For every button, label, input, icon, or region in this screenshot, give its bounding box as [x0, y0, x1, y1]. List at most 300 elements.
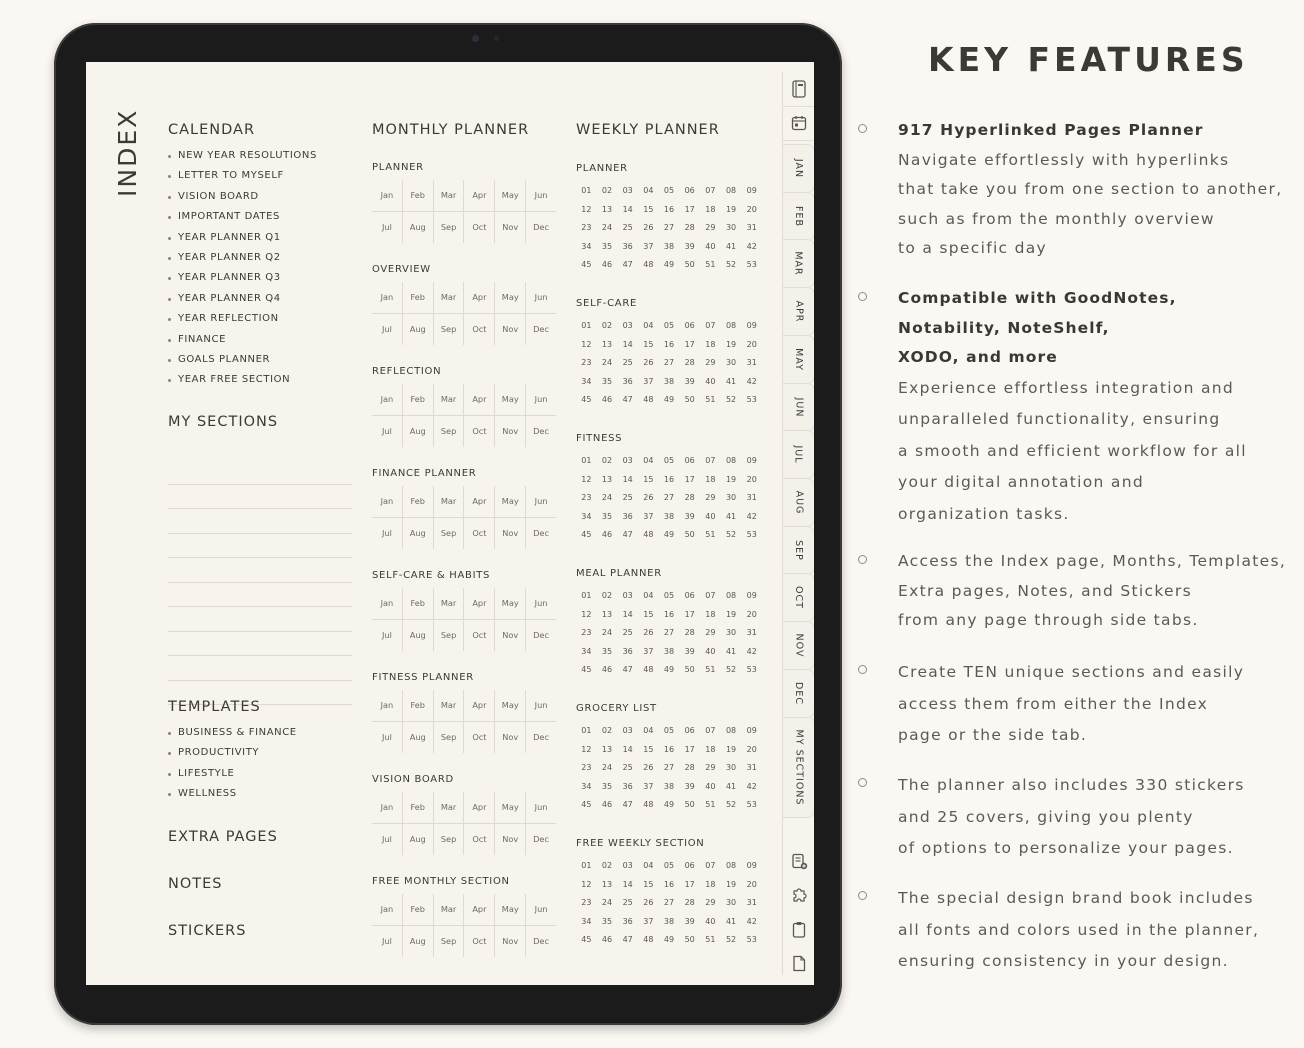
week-link[interactable]: 40: [705, 241, 716, 251]
week-link[interactable]: 53: [746, 395, 757, 405]
week-link[interactable]: 40: [705, 916, 716, 926]
week-link[interactable]: 15: [643, 339, 654, 349]
week-link[interactable]: 23: [581, 628, 592, 638]
week-link[interactable]: 18: [705, 744, 716, 754]
week-link[interactable]: 04: [643, 186, 654, 195]
month-link[interactable]: Nov: [495, 416, 526, 447]
template-link[interactable]: BUSINESS & FINANCE: [168, 723, 297, 743]
week-link[interactable]: 08: [725, 321, 737, 330]
month-link[interactable]: Jul: [372, 416, 403, 447]
month-link[interactable]: Mar: [434, 894, 465, 925]
week-link[interactable]: 14: [622, 204, 633, 214]
week-link[interactable]: 05: [663, 186, 675, 195]
week-link[interactable]: 34: [581, 646, 592, 656]
template-link[interactable]: PRODUCTIVITY: [168, 743, 297, 763]
week-link[interactable]: 52: [725, 530, 737, 540]
month-link[interactable]: Sep: [434, 620, 465, 651]
month-link[interactable]: Jan: [372, 894, 403, 925]
week-link[interactable]: 17: [684, 474, 695, 484]
week-link[interactable]: 02: [601, 726, 613, 735]
week-link[interactable]: 24: [601, 628, 613, 638]
week-link[interactable]: 27: [663, 628, 675, 638]
week-link[interactable]: 28: [684, 358, 695, 368]
week-link[interactable]: 05: [663, 726, 675, 735]
week-link[interactable]: 15: [643, 744, 654, 754]
month-link[interactable]: May: [495, 588, 526, 619]
month-link[interactable]: Apr: [464, 180, 495, 211]
week-link[interactable]: 29: [705, 223, 716, 233]
week-link[interactable]: 25: [622, 223, 633, 233]
week-link[interactable]: 35: [601, 781, 613, 791]
calendar-link[interactable]: VISION BOARD: [168, 187, 317, 207]
week-link[interactable]: 13: [601, 339, 613, 349]
calendar-link[interactable]: NEW YEAR RESOLUTIONS: [168, 146, 317, 166]
month-link[interactable]: May: [495, 690, 526, 721]
week-link[interactable]: 30: [725, 898, 737, 908]
week-link[interactable]: 25: [622, 358, 633, 368]
week-link[interactable]: 39: [684, 511, 695, 521]
week-link[interactable]: 25: [622, 628, 633, 638]
week-link[interactable]: 19: [725, 744, 737, 754]
month-link[interactable]: Jan: [372, 282, 403, 313]
week-link[interactable]: 45: [581, 260, 592, 270]
month-link[interactable]: Jun: [534, 904, 548, 914]
month-link[interactable]: Oct: [464, 212, 495, 243]
week-link[interactable]: 23: [581, 223, 592, 233]
week-link[interactable]: 27: [663, 898, 675, 908]
week-link[interactable]: 30: [725, 358, 737, 368]
month-link[interactable]: Jun: [534, 598, 548, 608]
month-link[interactable]: Jan: [372, 588, 403, 619]
week-link[interactable]: 31: [746, 493, 757, 503]
week-link[interactable]: 16: [663, 609, 675, 619]
week-link[interactable]: 35: [601, 376, 613, 386]
week-link[interactable]: 48: [643, 935, 654, 945]
week-link[interactable]: 08: [725, 591, 737, 600]
week-link[interactable]: 13: [601, 744, 613, 754]
week-link[interactable]: 38: [663, 376, 675, 386]
month-link[interactable]: Jul: [372, 620, 403, 651]
week-link[interactable]: 20: [746, 204, 757, 214]
week-link[interactable]: 23: [581, 358, 592, 368]
week-link[interactable]: 14: [622, 879, 633, 889]
week-link[interactable]: 49: [663, 260, 675, 270]
tab-oct[interactable]: [783, 573, 814, 622]
week-link[interactable]: 16: [663, 879, 675, 889]
week-link[interactable]: 38: [663, 781, 675, 791]
month-link[interactable]: May: [495, 180, 526, 211]
month-link[interactable]: Jun: [534, 190, 548, 200]
week-link[interactable]: 38: [663, 511, 675, 521]
week-link[interactable]: 45: [581, 665, 592, 675]
month-link[interactable]: Aug: [403, 620, 434, 651]
week-link[interactable]: 47: [622, 260, 633, 270]
month-link[interactable]: Jun: [534, 292, 548, 302]
week-link[interactable]: 05: [663, 321, 675, 330]
month-link[interactable]: Aug: [403, 416, 434, 447]
month-link[interactable]: Dec: [533, 426, 549, 436]
week-link[interactable]: 48: [643, 530, 654, 540]
week-link[interactable]: 52: [725, 935, 737, 945]
week-link[interactable]: 16: [663, 339, 675, 349]
month-link[interactable]: Nov: [495, 926, 526, 957]
week-link[interactable]: 45: [581, 800, 592, 810]
week-link[interactable]: 26: [643, 358, 654, 368]
my-section-slot[interactable]: [168, 558, 352, 583]
week-link[interactable]: 04: [643, 456, 654, 465]
week-link[interactable]: 27: [663, 358, 675, 368]
month-link[interactable]: Oct: [464, 926, 495, 957]
week-link[interactable]: 25: [622, 763, 633, 773]
week-link[interactable]: 37: [643, 781, 654, 791]
week-link[interactable]: 08: [725, 456, 737, 465]
week-link[interactable]: 35: [601, 646, 613, 656]
week-link[interactable]: 01: [581, 186, 592, 195]
week-link[interactable]: 14: [622, 339, 633, 349]
month-link[interactable]: Jan: [372, 792, 403, 823]
week-link[interactable]: 18: [705, 879, 716, 889]
week-link[interactable]: 19: [725, 609, 737, 619]
week-link[interactable]: 20: [746, 879, 757, 889]
week-link[interactable]: 39: [684, 916, 695, 926]
tab-aug[interactable]: [783, 478, 814, 527]
week-link[interactable]: 03: [622, 861, 633, 870]
week-link[interactable]: 12: [581, 744, 592, 754]
week-link[interactable]: 15: [643, 609, 654, 619]
week-link[interactable]: 03: [622, 591, 633, 600]
week-link[interactable]: 34: [581, 511, 592, 521]
month-link[interactable]: Aug: [403, 722, 434, 753]
month-link[interactable]: Mar: [434, 486, 465, 517]
tab-jun[interactable]: [783, 383, 814, 432]
week-link[interactable]: 46: [601, 800, 613, 810]
week-link[interactable]: 01: [581, 321, 592, 330]
week-link[interactable]: 31: [746, 223, 757, 233]
week-link[interactable]: 05: [663, 456, 675, 465]
week-link[interactable]: 48: [643, 260, 654, 270]
week-link[interactable]: 31: [746, 358, 757, 368]
week-link[interactable]: 03: [622, 726, 633, 735]
week-link[interactable]: 15: [643, 204, 654, 214]
month-link[interactable]: Feb: [403, 690, 434, 721]
week-link[interactable]: 13: [601, 609, 613, 619]
month-link[interactable]: Aug: [403, 824, 434, 855]
week-link[interactable]: 08: [725, 861, 737, 870]
month-link[interactable]: Apr: [464, 282, 495, 313]
week-link[interactable]: 53: [746, 800, 757, 810]
week-link[interactable]: 28: [684, 628, 695, 638]
week-link[interactable]: 46: [601, 665, 613, 675]
month-link[interactable]: Feb: [403, 282, 434, 313]
week-link[interactable]: 26: [643, 493, 654, 503]
week-link[interactable]: 52: [725, 260, 737, 270]
week-link[interactable]: 14: [622, 609, 633, 619]
puzzle-icon[interactable]: [783, 878, 814, 912]
month-link[interactable]: Oct: [464, 416, 495, 447]
week-link[interactable]: 06: [684, 591, 695, 600]
week-link[interactable]: 51: [705, 800, 716, 810]
week-link[interactable]: 12: [581, 879, 592, 889]
week-link[interactable]: 36: [622, 646, 633, 656]
week-link[interactable]: 07: [705, 861, 716, 870]
calendar-link[interactable]: YEAR PLANNER Q2: [168, 248, 317, 268]
week-link[interactable]: 29: [705, 358, 716, 368]
week-link[interactable]: 23: [581, 493, 592, 503]
week-link[interactable]: 08: [725, 186, 737, 195]
month-link[interactable]: Jan: [372, 486, 403, 517]
week-link[interactable]: 06: [684, 456, 695, 465]
template-link[interactable]: LIFESTYLE: [168, 764, 297, 784]
month-link[interactable]: Sep: [434, 212, 465, 243]
my-section-slot[interactable]: [168, 607, 352, 632]
calendar-link[interactable]: YEAR REFLECTION: [168, 309, 317, 329]
week-link[interactable]: 06: [684, 186, 695, 195]
week-link[interactable]: 20: [746, 474, 757, 484]
calendar-link[interactable]: YEAR PLANNER Q1: [168, 228, 317, 248]
tab-mar[interactable]: [783, 239, 814, 288]
month-link[interactable]: Mar: [434, 792, 465, 823]
week-link[interactable]: 02: [601, 591, 613, 600]
week-link[interactable]: 50: [684, 800, 695, 810]
week-link[interactable]: 27: [663, 763, 675, 773]
week-link[interactable]: 47: [622, 935, 633, 945]
week-link[interactable]: 17: [684, 204, 695, 214]
week-link[interactable]: 16: [663, 204, 675, 214]
templates-heading[interactable]: TEMPLATES: [168, 699, 261, 715]
week-link[interactable]: 42: [746, 916, 757, 926]
week-link[interactable]: 30: [725, 493, 737, 503]
week-link[interactable]: 28: [684, 493, 695, 503]
week-link[interactable]: 14: [622, 474, 633, 484]
week-link[interactable]: 42: [746, 646, 757, 656]
week-link[interactable]: 29: [705, 763, 716, 773]
week-link[interactable]: 34: [581, 781, 592, 791]
month-link[interactable]: Jun: [534, 496, 548, 506]
week-link[interactable]: 51: [705, 260, 716, 270]
month-link[interactable]: Apr: [464, 792, 495, 823]
week-link[interactable]: 42: [746, 241, 757, 251]
week-link[interactable]: 19: [725, 339, 737, 349]
week-link[interactable]: 26: [643, 628, 654, 638]
month-link[interactable]: Dec: [533, 834, 549, 844]
week-link[interactable]: 29: [705, 898, 716, 908]
week-link[interactable]: 38: [663, 646, 675, 656]
week-link[interactable]: 39: [684, 376, 695, 386]
week-link[interactable]: 37: [643, 916, 654, 926]
my-section-slot[interactable]: [168, 656, 352, 681]
week-link[interactable]: 40: [705, 511, 716, 521]
week-link[interactable]: 40: [705, 781, 716, 791]
week-link[interactable]: 42: [746, 511, 757, 521]
week-link[interactable]: 52: [725, 395, 737, 405]
week-link[interactable]: 28: [684, 223, 695, 233]
week-link[interactable]: 23: [581, 763, 592, 773]
week-link[interactable]: 53: [746, 530, 757, 540]
page-icon[interactable]: [783, 946, 814, 980]
week-link[interactable]: 30: [725, 763, 737, 773]
week-link[interactable]: 27: [663, 223, 675, 233]
week-link[interactable]: 36: [622, 241, 633, 251]
month-link[interactable]: Oct: [464, 722, 495, 753]
week-link[interactable]: 39: [684, 241, 695, 251]
week-link[interactable]: 31: [746, 763, 757, 773]
week-link[interactable]: 31: [746, 898, 757, 908]
month-link[interactable]: Jun: [534, 394, 548, 404]
week-link[interactable]: 51: [705, 395, 716, 405]
week-link[interactable]: 03: [622, 186, 633, 195]
week-link[interactable]: 29: [705, 628, 716, 638]
month-link[interactable]: Nov: [495, 314, 526, 345]
week-link[interactable]: 02: [601, 861, 613, 870]
extra-pages-link[interactable]: EXTRA PAGES: [168, 829, 278, 845]
week-link[interactable]: 04: [643, 861, 654, 870]
week-link[interactable]: 36: [622, 511, 633, 521]
month-link[interactable]: Jan: [372, 180, 403, 211]
month-link[interactable]: Apr: [464, 894, 495, 925]
week-link[interactable]: 01: [581, 726, 592, 735]
week-link[interactable]: 20: [746, 744, 757, 754]
month-link[interactable]: Aug: [403, 518, 434, 549]
week-link[interactable]: 46: [601, 395, 613, 405]
week-link[interactable]: 34: [581, 376, 592, 386]
week-link[interactable]: 26: [643, 898, 654, 908]
calendar-heading[interactable]: CALENDAR: [168, 122, 256, 138]
month-link[interactable]: Oct: [464, 620, 495, 651]
month-link[interactable]: Sep: [434, 518, 465, 549]
week-link[interactable]: 41: [725, 916, 737, 926]
month-link[interactable]: May: [495, 792, 526, 823]
week-link[interactable]: 41: [725, 781, 737, 791]
week-link[interactable]: 37: [643, 511, 654, 521]
week-link[interactable]: 35: [601, 916, 613, 926]
my-section-slot[interactable]: [168, 485, 352, 510]
month-link[interactable]: Jan: [372, 690, 403, 721]
month-link[interactable]: Nov: [495, 824, 526, 855]
month-link[interactable]: Feb: [403, 792, 434, 823]
week-link[interactable]: 48: [643, 395, 654, 405]
week-link[interactable]: 40: [705, 646, 716, 656]
week-link[interactable]: 01: [581, 861, 592, 870]
week-link[interactable]: 01: [581, 591, 592, 600]
calendar-link[interactable]: YEAR FREE SECTION: [168, 370, 317, 390]
week-link[interactable]: 04: [643, 591, 654, 600]
month-link[interactable]: Aug: [403, 314, 434, 345]
week-link[interactable]: 53: [746, 260, 757, 270]
week-link[interactable]: 41: [725, 241, 737, 251]
week-link[interactable]: 12: [581, 474, 592, 484]
month-link[interactable]: May: [495, 384, 526, 415]
week-link[interactable]: 46: [601, 935, 613, 945]
week-link[interactable]: 24: [601, 223, 613, 233]
tab-apr[interactable]: [783, 287, 814, 336]
stickers-link[interactable]: STICKERS: [168, 923, 247, 939]
my-section-slot[interactable]: [168, 460, 352, 485]
month-link[interactable]: Sep: [434, 314, 465, 345]
week-link[interactable]: 34: [581, 241, 592, 251]
week-link[interactable]: 04: [643, 321, 654, 330]
month-link[interactable]: Oct: [464, 518, 495, 549]
week-link[interactable]: 09: [746, 186, 757, 195]
week-link[interactable]: 18: [705, 204, 716, 214]
month-link[interactable]: Oct: [464, 314, 495, 345]
week-link[interactable]: 02: [601, 321, 613, 330]
week-link[interactable]: 13: [601, 879, 613, 889]
week-link[interactable]: 39: [684, 646, 695, 656]
month-link[interactable]: Mar: [434, 180, 465, 211]
week-link[interactable]: 05: [663, 591, 675, 600]
week-link[interactable]: 15: [643, 474, 654, 484]
month-link[interactable]: Jul: [372, 722, 403, 753]
week-link[interactable]: 28: [684, 898, 695, 908]
month-link[interactable]: Sep: [434, 722, 465, 753]
week-link[interactable]: 02: [601, 456, 613, 465]
month-link[interactable]: May: [495, 894, 526, 925]
week-link[interactable]: 52: [725, 665, 737, 675]
week-link[interactable]: 28: [684, 763, 695, 773]
week-link[interactable]: 20: [746, 609, 757, 619]
week-link[interactable]: 15: [643, 879, 654, 889]
week-link[interactable]: 36: [622, 376, 633, 386]
week-link[interactable]: 19: [725, 474, 737, 484]
month-link[interactable]: Feb: [403, 384, 434, 415]
month-link[interactable]: Jun: [534, 700, 548, 710]
week-link[interactable]: 08: [725, 726, 737, 735]
week-link[interactable]: 17: [684, 339, 695, 349]
week-link[interactable]: 18: [705, 474, 716, 484]
tab-may[interactable]: [783, 335, 814, 384]
week-link[interactable]: 14: [622, 744, 633, 754]
week-link[interactable]: 24: [601, 763, 613, 773]
tab-sep[interactable]: [783, 526, 814, 575]
week-link[interactable]: 03: [622, 456, 633, 465]
week-link[interactable]: 39: [684, 781, 695, 791]
week-link[interactable]: 41: [725, 646, 737, 656]
week-link[interactable]: 25: [622, 493, 633, 503]
week-link[interactable]: 46: [601, 530, 613, 540]
week-link[interactable]: 24: [601, 898, 613, 908]
month-link[interactable]: Dec: [533, 222, 549, 232]
month-link[interactable]: Dec: [533, 630, 549, 640]
week-link[interactable]: 40: [705, 376, 716, 386]
week-link[interactable]: 49: [663, 395, 675, 405]
tab-feb[interactable]: [783, 192, 814, 241]
month-link[interactable]: Dec: [533, 528, 549, 538]
calendar-link[interactable]: YEAR PLANNER Q3: [168, 268, 317, 288]
month-link[interactable]: Sep: [434, 824, 465, 855]
month-link[interactable]: Feb: [403, 588, 434, 619]
calendar-link[interactable]: YEAR PLANNER Q4: [168, 289, 317, 309]
week-link[interactable]: 06: [684, 321, 695, 330]
month-link[interactable]: Aug: [403, 212, 434, 243]
week-link[interactable]: 12: [581, 204, 592, 214]
month-link[interactable]: Apr: [464, 384, 495, 415]
week-link[interactable]: 50: [684, 260, 695, 270]
week-link[interactable]: 13: [601, 204, 613, 214]
calendar-link[interactable]: IMPORTANT DATES: [168, 207, 317, 227]
week-link[interactable]: 49: [663, 665, 675, 675]
month-link[interactable]: Mar: [434, 588, 465, 619]
week-link[interactable]: 09: [746, 591, 757, 600]
week-link[interactable]: 25: [622, 898, 633, 908]
week-link[interactable]: 04: [643, 726, 654, 735]
month-link[interactable]: Apr: [464, 690, 495, 721]
notes-link[interactable]: NOTES: [168, 876, 223, 892]
month-link[interactable]: Nov: [495, 212, 526, 243]
month-link[interactable]: May: [495, 282, 526, 313]
month-link[interactable]: Apr: [464, 486, 495, 517]
month-link[interactable]: Sep: [434, 926, 465, 957]
my-sections-heading[interactable]: MY SECTIONS: [168, 414, 279, 430]
